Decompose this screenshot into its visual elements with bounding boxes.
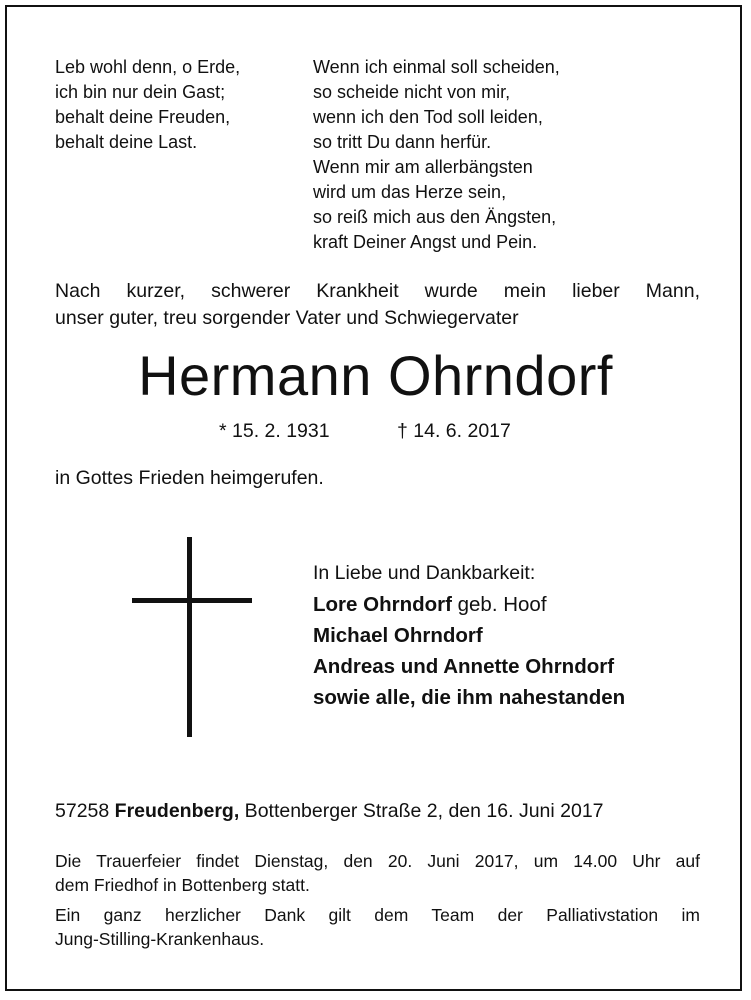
poem-right-line: so tritt Du dann herfür. [313, 132, 492, 152]
address-street-date: Bottenberger Straße 2, den 16. Juni 2017 [239, 800, 604, 822]
poem-right-line: so scheide nicht von mir, [313, 82, 511, 102]
death-date: † 14. 6. 2017 [397, 420, 511, 442]
poem-right-line: so reiß mich aus den Ängsten, [313, 207, 557, 227]
mourner-birthname: geb. Hoof [451, 593, 547, 616]
note-line: Ein ganz herzlicher Dank gilt dem Team der Palliativstation im [55, 905, 700, 925]
obituary-notice [5, 5, 742, 991]
poem-right-line: wird um das Herze sein, [313, 182, 507, 202]
intro-line: unser guter, treu sorgender Vater und Schwiegervater [55, 307, 519, 329]
intro-line: Nach kurzer, schwerer Krankheit wurde mein lieber Mann, [55, 280, 700, 302]
poem-left-line: ich bin nur dein Gast; [55, 82, 226, 102]
poem-right [313, 55, 560, 255]
poem-left-line: Leb wohl denn, o Erde, [55, 57, 241, 77]
intro-text [55, 278, 700, 332]
address-city: Freudenberg, [114, 800, 240, 822]
funeral-note [55, 850, 700, 897]
poem-left [55, 55, 240, 155]
peace-line: in Gottes Frieden heimgerufen. [55, 467, 324, 489]
mourner-michael: Michael Ohrndorf [313, 624, 483, 647]
poem-right-line: kraft Deiner Angst und Pein. [313, 232, 538, 252]
note-line: Die Trauerfeier findet Dienstag, den 20. Juni 2017, um 14.00 Uhr auf [55, 851, 700, 871]
mourner-name: Lore Ohrndorf [313, 593, 452, 616]
deceased-name: Hermann Ohrndorf [138, 344, 613, 407]
birth-date: * 15. 2. 1931 [219, 420, 330, 442]
address-line [55, 798, 604, 824]
mourners-list [313, 558, 625, 713]
poem-left-line: behalt deine Last. [55, 132, 198, 152]
mourners-lead: In Liebe und Dankbarkeit: [313, 562, 536, 584]
poem-right-line: Wenn mir am allerbängsten [313, 157, 533, 177]
address-zip: 57258 [55, 800, 115, 822]
mourner-others: sowie alle, die ihm nahestanden [313, 686, 626, 709]
note-line: dem Friedhof in Bottenberg statt. [55, 874, 310, 895]
poem-left-line: behalt deine Freuden, [55, 107, 231, 127]
cross-icon [132, 537, 252, 737]
note-line: Jung-Stilling-Krankenhaus. [55, 928, 265, 949]
mourner-lore [313, 589, 625, 620]
thanks-note [55, 904, 700, 951]
mourner-andreas-annette: Andreas und Annette Ohrndorf [313, 655, 615, 678]
poem-right-line: wenn ich den Tod soll leiden, [313, 107, 543, 127]
poem-right-line: Wenn ich einmal soll scheiden, [313, 57, 560, 77]
